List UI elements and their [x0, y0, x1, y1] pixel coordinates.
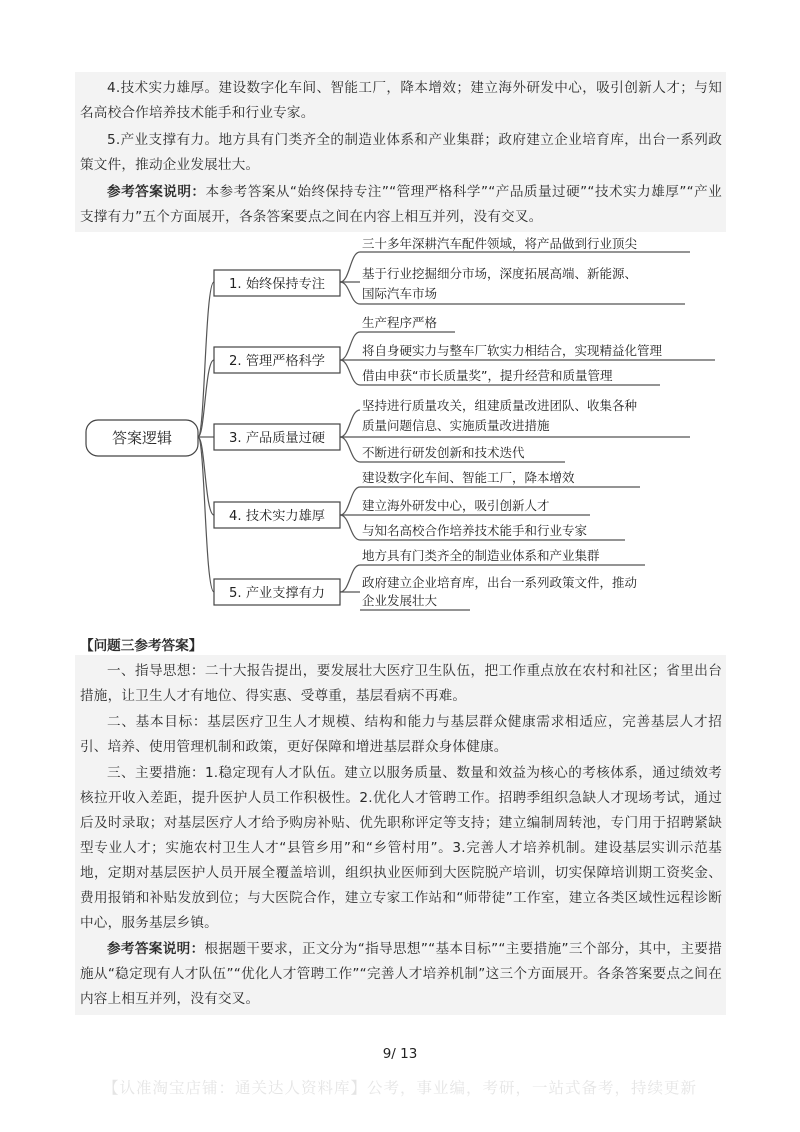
q3-guiding-thought: 一、指导思想：二十大报告提出，要发展壮大医疗卫生队伍，把工作重点放在农村和社区；省里出台措施，让卫生人才有地位、得实惠、受尊重，基层看病不再难。 — [80, 663, 722, 704]
answer-note-1 — [80, 180, 722, 230]
leaf-4-1: 建设数字化车间、智能工厂，降本增效 — [362, 470, 575, 485]
leaf-2-3: 借由申获“市长质量奖”，提升经营和质量管理 — [362, 368, 613, 383]
leaf-3-1: 坚持进行质量攻关，组建质量改进团队、收集各种 — [362, 398, 638, 413]
leaf-1-2: 基于行业挖掘细分市场，深度拓展高端、新能源、 — [362, 266, 638, 281]
leaf-5-1: 地方具有门类齐全的制造业体系和产业集群 — [362, 548, 600, 563]
branch-1: 1. 始终保持专注 — [229, 277, 325, 292]
footer-watermark-text: 【认准淘宝店铺：通关达人资料库】公考，事业编，考研，一站式备考，持续更新 — [102, 1079, 697, 1097]
mind-map — [0, 232, 800, 612]
section-heading: 【问题三参考答案】 — [80, 638, 203, 654]
leaf-4-2: 建立海外研发中心，吸引创新人才 — [362, 498, 550, 513]
note-text: 根据题干要求，正文分为“指导思想”“基本目标”“主要措施”三个部分，其中，主要措施从“稳定现有人才队伍”“优化人才管聘工作”“完善人才培养机制”这三个方面展开。各条答案要点之间在内容上相互并列，没有交叉。 — [80, 941, 722, 1007]
leaf-5-2: 政府建立企业培育库，出台一系列政策文件，推动 — [362, 575, 638, 590]
branch-5: 5. 产业支撑有力 — [229, 586, 325, 601]
note-label: 参考答案说明： — [107, 941, 205, 957]
page-number: 9/ 13 — [382, 1046, 418, 1062]
leaf-4-3: 与知名高校合作培养技术能手和行业专家 — [362, 523, 588, 538]
mind-map-root: 答案逻辑 — [111, 429, 173, 447]
leaf-2-2: 将自身硬实力与整车厂软实力相结合，实现精益化管理 — [362, 343, 663, 358]
paragraph-point-5: 5.产业支撑有力。地方具有门类齐全的制造业体系和产业集群；政府建立企业培育库，出台一系列政策文件，推动企业发展壮大。 — [80, 132, 722, 173]
branch-2: 2. 管理严格科学 — [229, 354, 325, 369]
branch-4: 4. 技术实力雄厚 — [229, 509, 325, 524]
leaf-1-3: 国际汽车市场 — [362, 286, 438, 301]
answer-note-2 — [80, 937, 722, 1012]
note-label: 参考答案说明： — [107, 184, 206, 200]
leaf-5-3: 企业发展壮大 — [362, 593, 438, 608]
leaf-2-1: 生产程序严格 — [362, 315, 438, 330]
note-text: 本参考答案从“始终保持专注”“管理严格科学”“产品质量过硬”“技术实力雄厚”“产业支撑有力”五个方面展开，各条答案要点之间在内容上相互并列，没有交叉。 — [80, 184, 722, 225]
branch-3: 3. 产品质量过硬 — [229, 431, 325, 446]
leaf-3-2: 质量问题信息、实施质量改进措施 — [362, 418, 550, 433]
paragraph-point-4: 4.技术实力雄厚。建设数字化车间、智能工厂，降本增效；建立海外研发中心，吸引创新人才；与知名高校合作培养技术能手和行业专家。 — [80, 80, 722, 121]
q3-basic-goal: 二、基本目标：基层医疗卫生人才规模、结构和能力与基层群众健康需求相适应，完善基层人才招引、培养、使用管理机制和政策，更好保障和增进基层群众身体健康。 — [80, 714, 722, 755]
leaf-1-1: 三十多年深耕汽车配件领域，将产品做到行业顶尖 — [362, 236, 638, 251]
leaf-3-3: 不断进行研发创新和技术迭代 — [362, 445, 525, 460]
q3-main-measures: 三、主要措施：1.稳定现有人才队伍。建立以服务质量、数量和效益为核心的考核体系，通过绩效考核拉开收入差距，提升医护人员工作积极性。2.优化人才管聘工作。招聘季组织急缺人才现场考试，通过后及时录取；对基层医疗人才给予购房补贴、优先职称评定等支持；建立编制周转池，专门用于招聘紧缺型专业人才；实施农村卫生人才“县管乡用”和“乡管村用”。3.完善人才培养机制。建设基层实训示范基地，定期对基层医护人员开展全覆盖培训，组织执业医师到大医院脱产培训，切实保障培训期工资奖金、费用报销和补贴发放到位；与大医院合作，建立专家工作站和“师带徒”工作室，建立各类区域性远程诊断中心，服务基层乡镇。 — [80, 765, 722, 931]
